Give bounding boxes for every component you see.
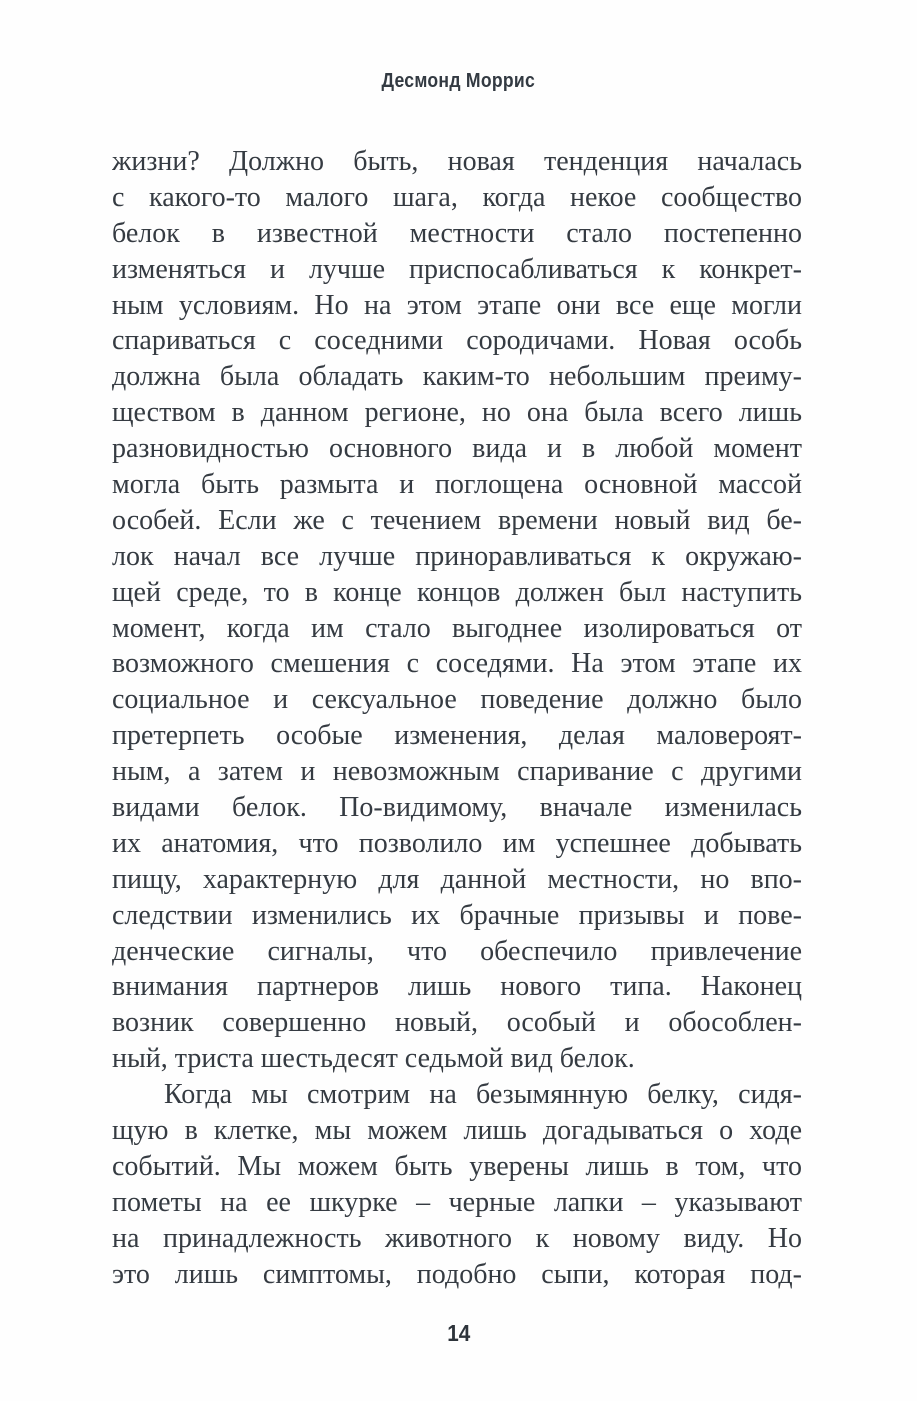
- text-line: видами белок. По-видимому, вначале изменилась: [112, 792, 802, 824]
- text-line: социальное и сексуальное поведение должно было: [112, 684, 802, 716]
- text-line: претерпеть особые изменения, делая маловероят-: [112, 720, 802, 752]
- text-line: ным, а затем и невозможным спаривание с другими: [112, 756, 802, 788]
- text-line: спариваться с соседними сородичами. Новая особь: [112, 325, 802, 357]
- text-line: изменяться и лучше приспосабливаться к конкрет-: [112, 253, 802, 285]
- text-line: особей. Если же с течением времени новый вид бе-: [112, 504, 802, 536]
- text-line: возможного смешения с соседями. На этом этапе их: [112, 648, 802, 680]
- text-line: Когда мы смотрим на безымянную белку, сидя-: [164, 1079, 802, 1111]
- running-header: [0, 70, 917, 93]
- text-line: следствии изменились их брачные призывы и пове-: [112, 899, 802, 931]
- text-line: жизни? Должно быть, новая тенденция началась: [112, 146, 802, 177]
- text-line: их анатомия, что позволило им успешнее добывать: [112, 827, 802, 859]
- text-line: с какого-то малого шага, когда некое сообщество: [112, 181, 802, 213]
- text-line: ществом в данном регионе, но она была всего лишь: [112, 397, 802, 429]
- text-line: должна была обладать каким-то небольшим преиму-: [112, 361, 802, 393]
- page-number-text: 14: [446, 1320, 471, 1346]
- text-line: щей среде, то в конце концов должен был наступить: [112, 576, 802, 608]
- body-text: [112, 144, 802, 1293]
- text-line: ный, триста шестьдесят седьмой вид белок.: [112, 1043, 635, 1075]
- text-line: щую в клетке, мы можем лишь догадываться о ходе: [112, 1115, 802, 1147]
- text-line: возник совершенно новый, особый и обособлен-: [112, 1007, 802, 1039]
- text-line: момент, когда им стало выгоднее изолироваться от: [112, 612, 802, 644]
- text-line: могла быть размыта и поглощена основной массой: [112, 469, 802, 501]
- running-header-text: Десмонд Моррис: [381, 70, 536, 92]
- text-line: пищу, характерную для данной местности, но впо-: [112, 863, 802, 895]
- text-line: пометы на ее шкурке – черные лапки – указывают: [112, 1186, 802, 1218]
- text-line: разновидностью основного вида и в любой момент: [112, 433, 802, 465]
- text-line: ным условиям. Но на этом этапе они все еще могли: [112, 289, 802, 321]
- text-line: на принадлежность животного к новому виду. Но: [112, 1222, 802, 1254]
- text-line: белок в известной местности стало постепенно: [112, 217, 802, 249]
- text-line: событий. Мы можем быть уверены лишь в том, что: [112, 1150, 802, 1182]
- text-line: это лишь симптомы, подобно сыпи, которая под-: [112, 1258, 802, 1290]
- text-line: внимания партнеров лишь нового типа. Наконец: [112, 971, 802, 1003]
- text-line: лок начал все лучше приноравливаться к окружаю-: [112, 540, 802, 572]
- text-line: денческие сигналы, что обеспечило привлечение: [112, 935, 802, 967]
- page-number: [0, 1320, 917, 1347]
